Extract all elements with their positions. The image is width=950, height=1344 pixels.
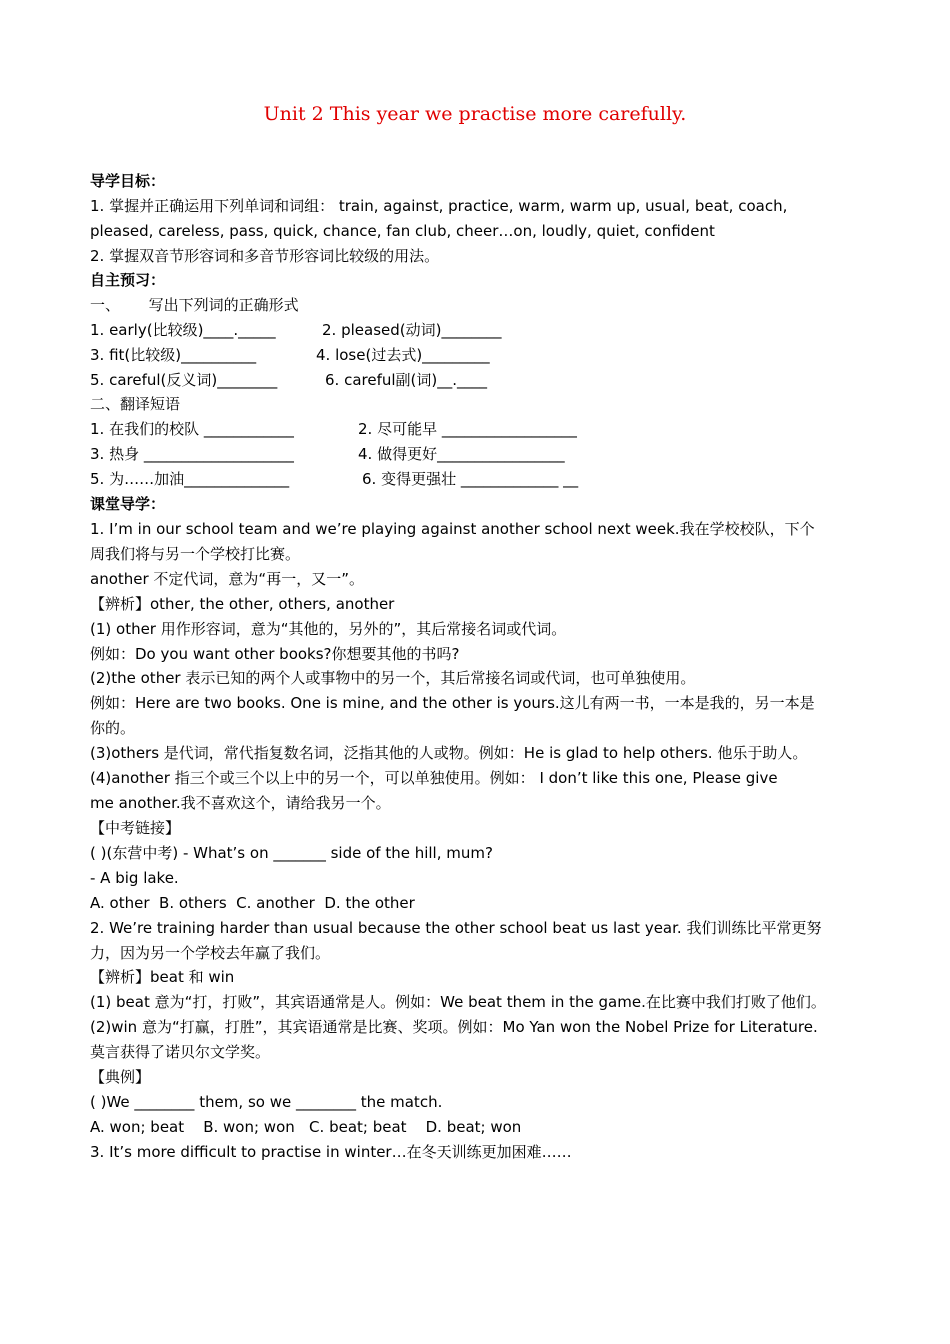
exercise2-item: 2. 尽可能早 __________________ (358, 420, 577, 438)
body-line: (4)another 指三个或三个以上中的另一个，可以单独使用。例如： I don’t like this one, Please give (90, 769, 778, 787)
question-line: ( )We ________ them, so we ________ the match. (90, 1093, 443, 1111)
page-title: Unit 2 This year we practise more carefully. (263, 103, 687, 125)
exercise2-item: 5. 为……加油______________ (90, 470, 290, 488)
exercise1-item: 3. fit(比较级)__________ (90, 346, 257, 364)
exercise2-item: 1. 在我们的校队 ____________ (90, 420, 294, 438)
exercise1-item: 1. early(比较级)____._____ (90, 321, 276, 339)
body-line: (2)the other 表示已知的两个人或事物中的另一个，其后常接名词或代词，也可单独使用。 (90, 669, 696, 687)
learning-goals-heading: 导学目标： (90, 172, 166, 190)
goal-line-2: pleased, careless, pass, quick, chance, fan club, cheer…on, loudly, quiet, confident (90, 222, 715, 240)
body-line: 莫言获得了诺贝尔文学奖。 (90, 1043, 271, 1061)
exercise1-item: 6. careful副(词)__.____ (325, 371, 488, 389)
exercise2-item: 3. 热身 ____________________ (90, 445, 294, 463)
body-line: (2)win 意为“打赢，打胜”，其宾语通常是比赛、奖项。例如：Mo Yan won the Nobel Prize for Literature. (90, 1018, 818, 1036)
body-line: (1) other 用作形容词，意为“其他的，另外的”，其后常接名词或代词。 (90, 620, 567, 638)
section1-title: 一、 写出下列词的正确形式 (90, 296, 299, 314)
body-line: 力，因为另一个学校去年赢了我们。 (90, 944, 331, 962)
section2-title: 二、翻译短语 (90, 395, 181, 413)
body-line: 周我们将与另一个学校打比赛。 (90, 545, 301, 563)
exercise1-item: 2. pleased(动词)________ (322, 321, 502, 339)
body-line: 你的。 (90, 719, 136, 737)
question-options: A. other B. others C. another D. the other (90, 894, 415, 912)
body-line: 【辨析】beat 和 win (90, 968, 235, 986)
question-line: ( )(东营中考) - What’s on _______ side of the hill, mum? (90, 844, 493, 862)
body-line: another 不定代词，意为“再一，又一”。 (90, 570, 364, 588)
exercise2-item: 6. 变得更强壮 _____________ __ (362, 470, 579, 488)
body-line: (1) beat 意为“打，打败”，其宾语通常是人。例如：We beat them in the game.在比赛中我们打败了他们。 (90, 993, 826, 1011)
question-line: - A big lake. (90, 869, 179, 887)
exercise1-item: 5. careful(反义词)________ (90, 371, 278, 389)
exercise2-item: 4. 做得更好_________________ (358, 445, 565, 463)
body-line: 3. It’s more difficult to practise in winter…在冬天训练更加困难…… (90, 1143, 572, 1161)
preview-heading: 自主预习： (90, 271, 166, 289)
body-line: 2. We’re training harder than usual because the other school beat us last year. 我们训练比平常更努 (90, 919, 822, 937)
body-line: 例如：Here are two books. One is mine, and the other is yours.这儿有两一书，一本是我的，另一本是 (90, 694, 815, 712)
example-heading: 【典例】 (90, 1068, 151, 1086)
question-options: A. won; beat B. won; won C. beat; beat D. beat; won (90, 1118, 522, 1136)
body-line: 1. I’m in our school team and we’re playing against another school next week.我在学校校队，下个 (90, 520, 815, 538)
exam-link-heading: 【中考链接】 (90, 819, 181, 837)
body-line: 【辨析】other, the other, others, another (90, 595, 395, 613)
body-line: me another.我不喜欢这个，请给我另一个。 (90, 794, 391, 812)
exercise1-item: 4. lose(过去式)_________ (316, 346, 490, 364)
goal-line-3: 2. 掌握双音节形容词和多音节形容词比较级的用法。 (90, 247, 440, 265)
goal-line-1: 1. 掌握并正确运用下列单词和词组： train, against, practice, warm, warm up, usual, beat, coach, (90, 197, 788, 215)
body-line: (3)others 是代词，常代指复数名词，泛指其他的人或物。例如：He is glad to help others. 他乐于助人。 (90, 744, 808, 762)
body-line: 例如：Do you want other books?你想要其他的书吗? (90, 645, 460, 663)
class-guide-heading: 课堂导学： (90, 495, 166, 513)
